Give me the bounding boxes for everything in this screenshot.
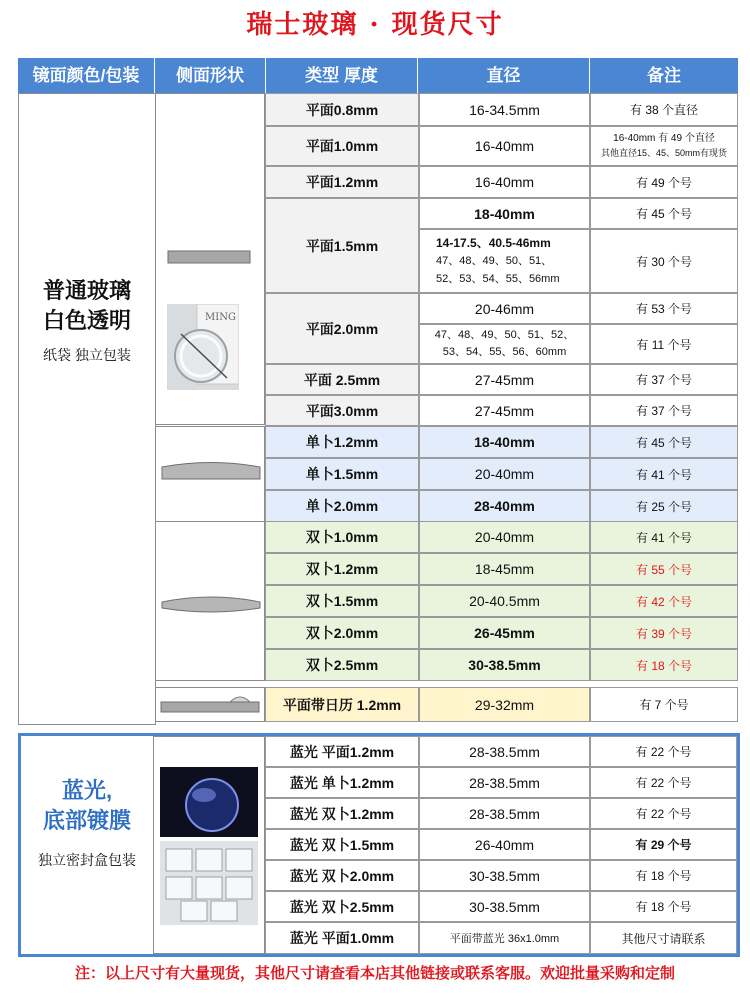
note-line: 16-40mm 有 49 个直径 [613,133,715,144]
diameter-cell: 18-45mm [419,553,590,585]
group-ordinary-glass-label [18,93,156,725]
type-cell: 双卜2.5mm [265,649,419,681]
type-cell: 单卜1.5mm [265,458,419,490]
note-cell: 有 30 个号 [590,229,738,293]
type-cell: 双卜1.2mm [265,553,419,585]
header-side-shape: 侧面形状 [155,58,266,93]
type-cell: 平面带日历 1.2mm [265,687,419,722]
diameter-cell: 28-38.5mm [419,767,590,798]
page-title: 瑞士玻璃 · 现货尺寸 [246,10,504,40]
diameter-cell: 16-40mm [419,126,590,166]
type-cell: 蓝光 双卜2.0mm [265,860,419,891]
shape-panel-blue [153,736,265,954]
type-cell: 蓝光 单卜1.2mm [265,767,419,798]
note-cell: 有 18 个号 [590,649,738,681]
type-cell: 蓝光 平面1.2mm [265,736,419,767]
photo-brand-text: MING [205,312,236,323]
note-cell [590,126,738,166]
type-cell: 双卜1.0mm [265,521,419,553]
type-cell: 平面1.2mm [265,166,419,198]
diameter-cell: 27-45mm [419,364,590,395]
note-cell: 有 11 个号 [590,324,738,364]
shape-panel-calendar [155,687,265,722]
type-cell: 蓝光 双卜1.2mm [265,798,419,829]
type-cell: 平面 2.5mm [265,364,419,395]
header-notes: 备注 [590,58,738,93]
type-cell: 平面1.5mm [265,198,419,293]
note-cell: 有 7 个号 [590,687,738,722]
diameter-cell: 30-38.5mm [419,891,590,922]
header-diameter: 直径 [418,58,590,93]
diameter-cell: 26-40mm [419,829,590,860]
shape-panel-single [155,426,265,522]
note-cell: 有 22 个号 [590,767,737,798]
diameter-cell: 18-40mm [419,426,590,458]
diameter-cell: 20-46mm [419,293,590,324]
diameter-line: 53、54、55、56、60mm [442,346,567,358]
type-cell: 蓝光 双卜1.5mm [265,829,419,860]
group-blue-light-label [21,736,153,954]
blue-lens-photo-icon [154,737,264,953]
type-cell: 平面1.0mm [265,126,419,166]
ordinary-glass-photo [167,304,239,390]
diameter-cell: 平面带蓝光 36x1.0mm [419,922,590,954]
shape-panel-double [155,521,265,681]
type-cell: 单卜2.0mm [265,490,419,522]
type-cell: 平面3.0mm [265,395,419,426]
type-cell: 平面0.8mm [265,93,419,126]
table-header [18,58,738,93]
note-cell: 有 22 个号 [590,736,737,767]
diameter-cell: 16-40mm [419,166,590,198]
note-cell: 有 53 个号 [590,293,738,324]
note-cell: 有 45 个号 [590,426,738,458]
type-cell: 平面2.0mm [265,293,419,364]
diameter-cell: 27-45mm [419,395,590,426]
diameter-cell: 28-40mm [419,490,590,522]
diameter-cell: 28-38.5mm [419,798,590,829]
note-cell: 有 45 个号 [590,198,738,229]
header-type-thickness: 类型 厚度 [266,58,418,93]
diameter-line: 14-17.5、40.5-46mm [436,236,551,250]
calendar-glass-profile-icon [156,688,266,721]
diameter-line: 47、48、49、50、51、 [436,255,553,267]
group1-package: 纸袋 独立包装 [43,347,131,363]
group1-name-line1: 普通玻璃 [42,278,131,303]
glass-lens-photo-icon [167,304,239,390]
note-line: 其他直径15、45、50mm有现货 [600,148,728,158]
note-cell: 有 39 个号 [590,617,738,649]
diameter-cell: 20-40mm [419,458,590,490]
note-cell: 有 38 个直径 [590,93,738,126]
note-cell: 其他尺寸请联系 [590,922,737,954]
group2-name-line2: 底部镀膜 [42,808,131,833]
footer-note: 注：以上尺寸有大量现货，其他尺寸请查看本店其他链接或联系客服。欢迎批量采购和定制 [74,965,675,982]
type-cell: 双卜2.0mm [265,617,419,649]
note-cell: 有 42 个号 [590,585,738,617]
group1-name-line2: 白色透明 [42,308,131,333]
note-cell: 有 37 个号 [590,364,738,395]
note-cell: 有 18 个号 [590,860,737,891]
diameter-cell [419,229,590,293]
diameter-cell [419,324,590,364]
note-cell: 有 41 个号 [590,521,738,553]
diameter-line: 52、53、54、55、56mm [436,273,560,285]
diameter-line: 47、48、49、50、51、52、 [434,329,575,341]
note-cell: 有 55 个号 [590,553,738,585]
note-cell: 有 18 个号 [590,891,737,922]
note-cell: 有 49 个号 [590,166,738,198]
type-cell: 双卜1.5mm [265,585,419,617]
note-cell: 有 41 个号 [590,458,738,490]
diameter-cell: 29-32mm [419,687,590,722]
note-cell: 有 37 个号 [590,395,738,426]
diameter-cell: 26-45mm [419,617,590,649]
type-cell: 单卜1.2mm [265,426,419,458]
diameter-cell: 30-38.5mm [419,649,590,681]
single-curve-profile-icon [156,427,266,521]
note-cell: 有 29 个号 [590,829,737,860]
type-cell: 蓝光 平面1.0mm [265,922,419,954]
group2-name-line1: 蓝光, [61,778,113,803]
diameter-cell: 18-40mm [419,198,590,229]
type-cell: 蓝光 双卜2.5mm [265,891,419,922]
diameter-cell: 16-34.5mm [419,93,590,126]
diameter-cell: 20-40mm [419,521,590,553]
double-curve-profile-icon [156,522,266,680]
note-cell: 有 22 个号 [590,798,737,829]
header-color-package: 镜面颜色/包装 [18,58,155,93]
note-cell: 有 25 个号 [590,490,738,522]
diameter-cell: 28-38.5mm [419,736,590,767]
group2-package: 独立密封盒包装 [38,852,136,868]
diameter-cell: 30-38.5mm [419,860,590,891]
diameter-cell: 20-40.5mm [419,585,590,617]
